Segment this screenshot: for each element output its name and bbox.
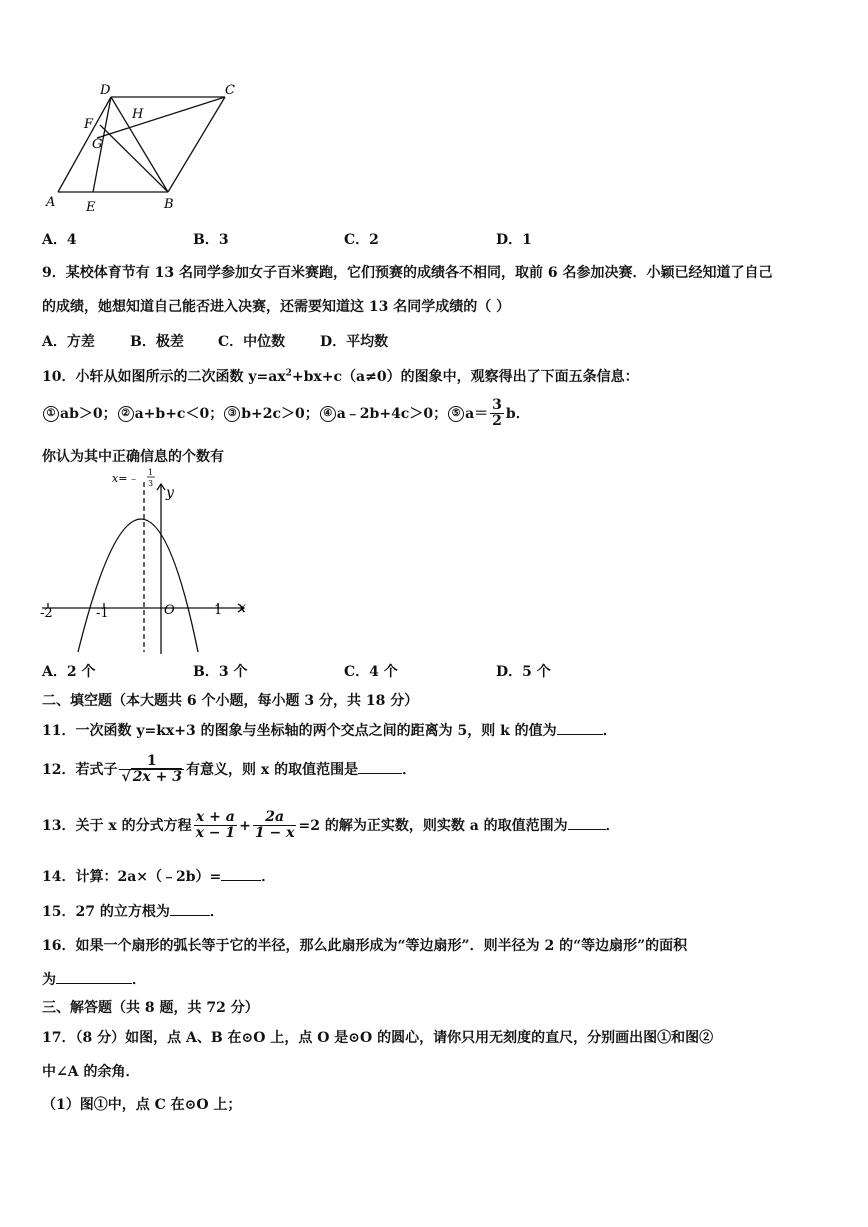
q10-item5-prefix: a＝: [465, 405, 489, 422]
q11: [42, 720, 617, 740]
q10-item3: b+2c＞0；: [241, 405, 319, 422]
q13-d1: x − 1: [195, 825, 236, 842]
section3-heading: 三、解答题（共 8 题，共 72 分）: [42, 1000, 259, 1016]
q10-option-b: B．3 个: [193, 664, 248, 680]
q17-sub1: （1）图①中，点 C 在⊙O 上；: [42, 1097, 242, 1113]
q10-item1-number: ①: [43, 406, 59, 422]
origin-label: O: [164, 603, 175, 618]
y-label: y: [166, 485, 174, 501]
label-h: H: [132, 107, 144, 122]
q10-item2-number: ②: [118, 406, 134, 422]
q12-answer-blank[interactable]: [358, 759, 402, 774]
q10-line1-sup: 2: [285, 368, 292, 379]
q12-end: ．: [402, 761, 417, 778]
q16-line1: 16．如果一个扇形的弧长等于它的半径，那么此扇形成为“等边扇形”．则半径为 2 的“等边扇形”的面积: [42, 938, 688, 954]
q13-d2: 1 − x: [254, 825, 295, 842]
tick-label-neg2: -2: [40, 606, 53, 621]
q16-answer-blank[interactable]: [56, 969, 132, 984]
q15-text: 15．27 的立方根为: [42, 904, 170, 920]
q14: [42, 866, 275, 886]
parabola-curve: [78, 519, 198, 652]
q8-parallelogram-figure: [40, 78, 250, 218]
q10-line1: [42, 366, 639, 386]
q9-option-d: D．平均数: [320, 334, 389, 350]
q10-item5-num: 3: [492, 397, 502, 413]
q13-suffix: =2 的解为正实数，则实数 a 的取值范围为: [298, 817, 568, 834]
q10-line3: 你认为其中正确信息的个数有: [42, 449, 224, 465]
q13-end: ．: [605, 817, 620, 834]
q14-end: ．: [261, 869, 276, 885]
q15-answer-blank[interactable]: [170, 901, 210, 916]
label-a: A: [46, 195, 56, 210]
q10-line1-suffix: +bx+c（a≠0）的图象中，观察得出了下面五条信息：: [291, 369, 639, 385]
q8-option-c: C．2: [344, 232, 379, 248]
q9-option-a: A．方差: [42, 334, 95, 350]
q10-item2: a+b+c＜0；: [134, 405, 224, 422]
label-d: D: [100, 83, 111, 98]
q13-fraction2: [253, 810, 297, 842]
q8-option-b: B．3: [193, 232, 229, 248]
q10-item5-suffix: b．: [505, 405, 530, 422]
q14-text: 14．计算：2a×（﹣2b）=: [42, 869, 222, 885]
q10-item3-number: ③: [224, 406, 240, 422]
q12-den: 2x + 3: [132, 769, 182, 786]
q8-option-a: A．4: [42, 232, 77, 248]
q13-n2: 2a: [253, 810, 297, 826]
q15-end: ．: [209, 904, 224, 920]
label-f: F: [84, 117, 94, 132]
q9-line1: 9．某校体育节有 13 名同学参加女子百米赛跑，它们预赛的成绩各不相同，取前 6 名参加决赛．小颖已经知道了自己: [42, 265, 773, 281]
q9-option-b: B．极差: [130, 334, 184, 350]
q10-option-a: A．2 个: [42, 664, 96, 680]
x-label: x: [238, 600, 246, 616]
edge-bc: [168, 97, 225, 192]
q11-answer-blank[interactable]: [557, 720, 603, 735]
edge-da: [58, 97, 111, 192]
tick-label-neg1: -1: [96, 606, 109, 621]
q10-line1-prefix: 10．小轩从如图所示的二次函数 y=ax: [42, 369, 286, 385]
xeq-num: 1: [148, 468, 154, 477]
q12-suffix: 有意义，则 x 的取值范围是: [186, 761, 359, 778]
q12: [42, 754, 416, 786]
q13-prefix: 13．关于 x 的分式方程: [42, 817, 192, 834]
label-b: B: [164, 197, 174, 212]
label-e: E: [86, 200, 96, 215]
q13-n1: x + a: [194, 810, 238, 826]
q15: [42, 901, 224, 921]
xeq-prefix: x=﹣: [112, 472, 139, 485]
q16-line2-text: 为: [42, 972, 56, 988]
tick-label-1: 1: [214, 603, 223, 618]
q13-answer-blank[interactable]: [568, 815, 606, 830]
q9-line2: 的成绩，她想知道自己能否进入决赛，还需要知道这 13 名同学成绩的（ ）: [42, 299, 511, 315]
q10-item5-fraction: [490, 398, 504, 430]
q10-option-c: C．4 个: [344, 664, 398, 680]
q10-item4-number: ④: [320, 406, 336, 422]
q12-fraction: [119, 754, 184, 786]
q9-option-c: C．中位数: [218, 334, 286, 350]
q11-end: ．: [602, 723, 617, 739]
q13: [42, 810, 620, 842]
q10-option-d: D．5 个: [496, 664, 551, 680]
q12-sqrt-sign: √: [121, 769, 131, 786]
section2-heading: 二、填空题（本大题共 6 个小题，每小题 3 分，共 18 分）: [42, 693, 419, 709]
q10-item1: ab＞0；: [60, 405, 117, 422]
q16-line2: [42, 969, 146, 989]
xeq-den: 3: [148, 479, 154, 488]
label-g: G: [92, 137, 103, 152]
q12-prefix: 12．若式子: [42, 761, 118, 778]
q10-item5-den: 2: [492, 413, 502, 430]
q12-num: 1: [119, 754, 184, 770]
q11-text: 11．一次函数 y=kx+3 的图象与坐标轴的两个交点之间的距离为 5，则 k 的值为: [42, 723, 557, 739]
q17-line2: 中∠A 的余角．: [42, 1064, 140, 1080]
q16-end: ．: [132, 972, 146, 988]
q8-option-d: D．1: [496, 232, 532, 248]
q13-plus: +: [239, 817, 251, 834]
label-c: C: [225, 83, 235, 98]
q17-line1: 17．（8 分）如图，点 A、B 在⊙O 上，点 O 是⊙O 的圆心，请你只用无刻度的直尺，分别画出图①和图②: [42, 1030, 714, 1046]
segment-gc: [97, 97, 225, 138]
q10-items: [42, 398, 530, 430]
q13-fraction1: [194, 810, 238, 842]
q10-item5-number: ⑤: [448, 406, 464, 422]
q14-answer-blank[interactable]: [221, 866, 261, 881]
q10-item4: a﹣2b+4c＞0；: [336, 405, 448, 422]
q10-parabola-graph: [38, 466, 258, 656]
